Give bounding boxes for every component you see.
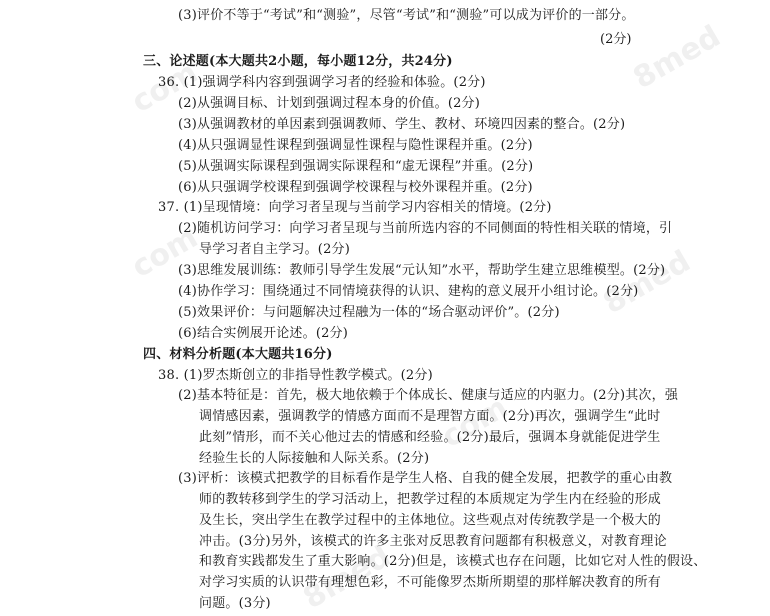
answer-line: (5)效果评价：与问题解决过程融为一体的“场合驱动评价”。(2分) xyxy=(178,305,560,320)
watermark: 8med xyxy=(297,538,397,616)
answer-line: (4)协作学习：围绕通过不同情境获得的认识、建构的意义展开小组讨论。(2分) xyxy=(178,284,639,299)
answer-line: 师的教转移到学生的学习活动上，把教学过程的本质规定为学生内在经验的形成 xyxy=(199,492,662,507)
answer-line: 及生长，突出学生在教学过程中的主体地位。这些观点对传统教学是一个极大的 xyxy=(199,513,662,528)
answer-line: 37. (1)呈现情境：向学习者呈现与当前学习内容相关的情境。(2分) xyxy=(158,200,552,215)
answer-line: 36. (1)强调学科内容到强调学习者的经验和体验。(2分) xyxy=(158,75,486,90)
answer-line: (6)从只强调学校课程到强调学校课程与校外课程并重。(2分) xyxy=(178,180,533,195)
answer-line: (2)基本特征是：首先，极大地依赖于个体成长、健康与适应的内驱力。(2分)其次，强 xyxy=(178,388,679,403)
answer-line: 冲击。(3分)另外，该模式的许多主张对反思教育问题都有积极意义，对教育理论 xyxy=(199,534,667,549)
answer-line: (3)评析：该模式把教学的目标看作是学生人格、自我的健全发展，把教学的重心由教 xyxy=(178,471,673,486)
answer-line: 和教育实践都发生了重大影响。(2分)但是，该模式也存在问题，比如它对人性的假设、 xyxy=(199,554,707,569)
answer-line: (3)评价不等于“考试”和“测验”，尽管“考试”和“测验”可以成为评价的一部分。 xyxy=(178,8,635,23)
section-heading: 三、论述题(本大题共2小题，每小题12分，共24分) xyxy=(143,54,453,69)
watermark: com xyxy=(435,389,514,456)
answer-line: 对学习实质的认识带有理想色彩，不可能像罗杰斯所期望的那样解决教育的所有 xyxy=(199,575,662,590)
section-heading: 四、材料分析题(本大题共16分) xyxy=(143,347,333,362)
answer-line: (5)从强调实际课程到强调实际课程和“虚无课程”并重。(2分) xyxy=(178,159,534,174)
watermark: 8med xyxy=(627,18,727,97)
watermark: 8med xyxy=(597,243,697,322)
answer-line: (2)从强调目标、计划到强调过程本身的价值。(2分) xyxy=(178,96,481,111)
answer-line: (3)从强调教材的单因素到强调教师、学生、教材、环境四因素的整合。(2分) xyxy=(178,117,626,132)
answer-line: 调情感因素，强调教学的情感方面而不是理智方面。(2分)再次，强调学生“此时 xyxy=(199,409,661,424)
score-label: (2分) xyxy=(600,32,632,47)
answer-line: 导学习者自主学习。(2分) xyxy=(199,242,351,257)
answer-line: 38. (1)罗杰斯创立的非指导性教学模式。(2分) xyxy=(158,368,433,383)
answer-line: (4)从只强调显性课程到强调显性课程与隐性课程并重。(2分) xyxy=(178,138,533,153)
answer-line: 经验生长的人际接触和人际关系。(2分) xyxy=(199,451,430,466)
answer-line: 问题。(3分) xyxy=(199,596,271,611)
answer-line: (2)随机访问学习：向学习者呈现与当前所选内容的不同侧面的特性相关联的情境，引 xyxy=(178,221,673,236)
answer-line: 此刻”情形，而不关心他过去的情感和经验。(2分)最后，强调本身就能促进学生 xyxy=(199,430,661,445)
answer-line: (6)结合实例展开论述。(2分) xyxy=(178,326,349,341)
watermark: com xyxy=(125,219,204,286)
answer-line: (3)思维发展训练：教师引导学生发展“元认知”水平，帮助学生建立思维模型。(2分) xyxy=(178,263,666,278)
watermark: com xyxy=(125,54,204,121)
